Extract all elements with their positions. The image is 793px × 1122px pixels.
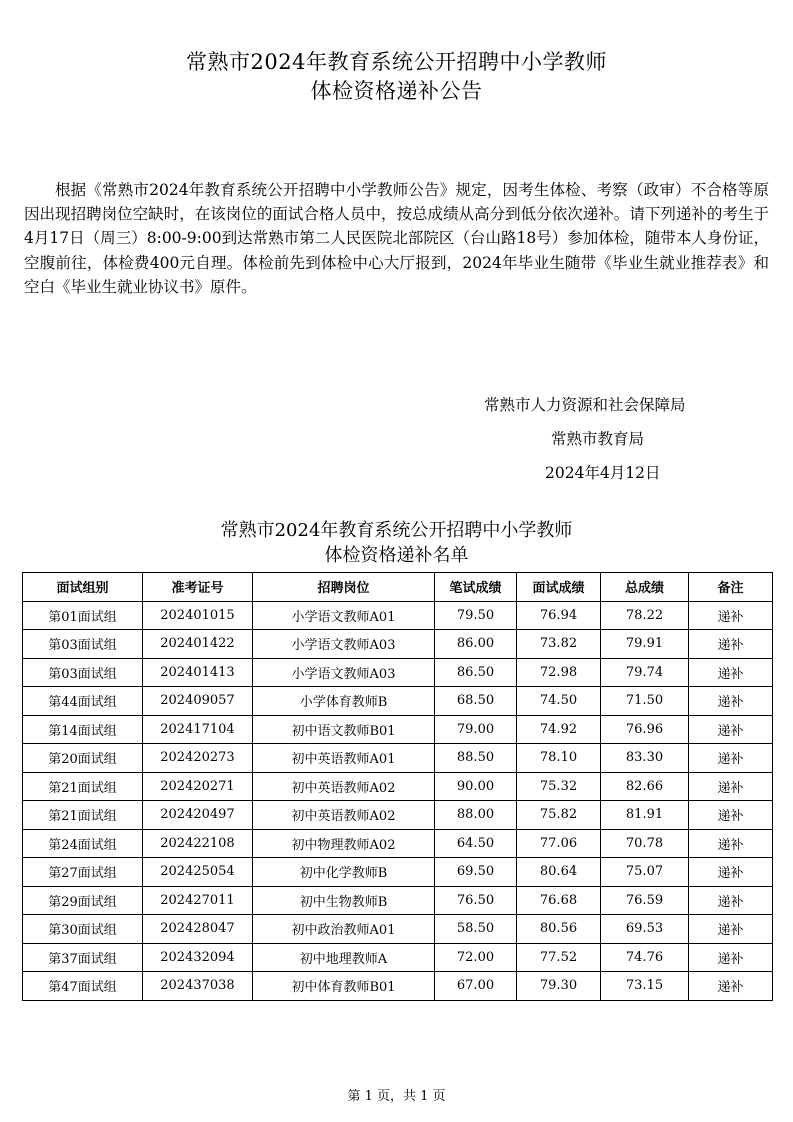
cell-written-score: 90.00: [435, 772, 517, 801]
cell-interview-group: 第21面试组: [23, 772, 143, 801]
cell-remark: 递补: [689, 715, 773, 744]
cell-written-score: 86.00: [435, 630, 517, 659]
header-col-position: 招聘岗位: [253, 573, 435, 602]
cell-written-score: 64.50: [435, 829, 517, 858]
cell-interview-score: 74.50: [517, 687, 601, 716]
cell-interview-group: 第44面试组: [23, 687, 143, 716]
cell-written-score: 67.00: [435, 972, 517, 1001]
cell-position: 小学语文教师A01: [253, 601, 435, 630]
table-row: [23, 630, 773, 659]
cell-interview-score: 75.32: [517, 772, 601, 801]
cell-total-score: 71.50: [601, 687, 689, 716]
cell-interview-score: 72.98: [517, 658, 601, 687]
document-title-line-2: 体检资格递补公告: [310, 79, 483, 103]
cell-total-score: 73.15: [601, 972, 689, 1001]
cell-interview-score: 75.82: [517, 801, 601, 830]
page-footer: 第 1 页，共 1 页: [347, 1089, 446, 1104]
cell-total-score: 69.53: [601, 915, 689, 944]
cell-interview-group: 第03面试组: [23, 658, 143, 687]
table-title-line-1: 常熟市2024年教育系统公开招聘中小学教师: [220, 520, 573, 541]
cell-total-score: 75.07: [601, 858, 689, 887]
cell-remark: 递补: [689, 829, 773, 858]
cell-remark: 递补: [689, 886, 773, 915]
cell-exam-number: 202409057: [143, 687, 253, 716]
cell-position: 初中英语教师A01: [253, 744, 435, 773]
cell-total-score: 70.78: [601, 829, 689, 858]
cell-interview-score: 80.64: [517, 858, 601, 887]
table-row: [23, 886, 773, 915]
table-row: [23, 972, 773, 1001]
cell-exam-number: 202425054: [143, 858, 253, 887]
cell-exam-number: 202417104: [143, 715, 253, 744]
cell-interview-group: 第29面试组: [23, 886, 143, 915]
cell-written-score: 69.50: [435, 858, 517, 887]
signature-org-hrss: 常熟市人力资源和社会保障局: [484, 396, 686, 414]
cell-total-score: 83.30: [601, 744, 689, 773]
table-row: [23, 943, 773, 972]
cell-interview-group: 第03面试组: [23, 630, 143, 659]
cell-exam-number: 202432094: [143, 943, 253, 972]
table-row: [23, 829, 773, 858]
table-row: [23, 801, 773, 830]
cell-position: 初中地理教师A: [253, 943, 435, 972]
cell-position: 初中体育教师B01: [253, 972, 435, 1001]
notice-body: 根据《常熟市2024年教育系统公开招聘中小学教师公告》规定，因考生体检、考察（政审）不合格等原因出现招聘岗位空缺时，在该岗位的面试合格人员中，按总成绩从高分到低分依次递补。请下列递补的考生于4月17日（周三）8:00-9:00到达常熟市第二人民医院北部院区（台山路18号）参加体检，随带本人身份证，空腹前往，体检费400元自理。体检前先到体检中心大厅报到，2024年毕业生随带《毕业生就业推荐表》和空白《毕业生就业协议书》原件。: [24, 181, 769, 296]
cell-exam-number: 202427011: [143, 886, 253, 915]
cell-total-score: 74.76: [601, 943, 689, 972]
cell-position: 初中英语教师A02: [253, 772, 435, 801]
cell-written-score: 79.00: [435, 715, 517, 744]
table-body: [23, 601, 773, 1000]
cell-exam-number: 202401422: [143, 630, 253, 659]
cell-position: 小学语文教师A03: [253, 630, 435, 659]
cell-interview-group: 第20面试组: [23, 744, 143, 773]
cell-interview-score: 79.30: [517, 972, 601, 1001]
header-col-remark: 备注: [689, 573, 773, 602]
cell-interview-group: 第21面试组: [23, 801, 143, 830]
cell-interview-score: 76.68: [517, 886, 601, 915]
cell-interview-score: 78.10: [517, 744, 601, 773]
cell-position: 小学体育教师B: [253, 687, 435, 716]
table-row: [23, 772, 773, 801]
cell-exam-number: 202420497: [143, 801, 253, 830]
table-row: [23, 744, 773, 773]
cell-interview-score: 73.82: [517, 630, 601, 659]
cell-total-score: 78.22: [601, 601, 689, 630]
cell-interview-group: 第47面试组: [23, 972, 143, 1001]
header-col-written-score: 笔试成绩: [435, 573, 517, 602]
cell-interview-group: 第37面试组: [23, 943, 143, 972]
cell-total-score: 82.66: [601, 772, 689, 801]
cell-remark: 递补: [689, 658, 773, 687]
header-col-interview-group: 面试组别: [23, 573, 143, 602]
cell-remark: 递补: [689, 601, 773, 630]
cell-interview-score: 80.56: [517, 915, 601, 944]
cell-exam-number: 202437038: [143, 972, 253, 1001]
table-row: [23, 715, 773, 744]
cell-exam-number: 202420273: [143, 744, 253, 773]
cell-written-score: 86.50: [435, 658, 517, 687]
cell-written-score: 88.00: [435, 801, 517, 830]
table-header-row: [23, 573, 773, 602]
cell-remark: 递补: [689, 744, 773, 773]
header-col-interview-score: 面试成绩: [517, 573, 601, 602]
cell-exam-number: 202422108: [143, 829, 253, 858]
signature-org-education: 常熟市教育局: [551, 430, 645, 448]
cell-position: 初中英语教师A02: [253, 801, 435, 830]
cell-interview-group: 第30面试组: [23, 915, 143, 944]
table-row: [23, 858, 773, 887]
table-row: [23, 658, 773, 687]
cell-position: 初中政治教师A01: [253, 915, 435, 944]
document-title-line-1: 常熟市2024年教育系统公开招聘中小学教师: [186, 50, 607, 74]
cell-remark: 递补: [689, 801, 773, 830]
cell-written-score: 88.50: [435, 744, 517, 773]
cell-exam-number: 202401413: [143, 658, 253, 687]
cell-exam-number: 202420271: [143, 772, 253, 801]
cell-total-score: 76.59: [601, 886, 689, 915]
cell-written-score: 76.50: [435, 886, 517, 915]
cell-position: 初中物理教师A02: [253, 829, 435, 858]
table-row: [23, 601, 773, 630]
cell-remark: 递补: [689, 915, 773, 944]
cell-remark: 递补: [689, 687, 773, 716]
cell-position: 初中化学教师B: [253, 858, 435, 887]
cell-exam-number: 202401015: [143, 601, 253, 630]
cell-remark: 递补: [689, 630, 773, 659]
table-row: [23, 915, 773, 944]
cell-position: 小学语文教师A03: [253, 658, 435, 687]
cell-written-score: 79.50: [435, 601, 517, 630]
cell-interview-group: 第24面试组: [23, 829, 143, 858]
cell-interview-group: 第01面试组: [23, 601, 143, 630]
cell-remark: 递补: [689, 943, 773, 972]
cell-interview-score: 77.52: [517, 943, 601, 972]
cell-interview-group: 第14面试组: [23, 715, 143, 744]
candidate-table: [22, 572, 773, 1001]
header-col-total-score: 总成绩: [601, 573, 689, 602]
table-title-line-2: 体检资格递补名单: [324, 545, 469, 566]
cell-exam-number: 202428047: [143, 915, 253, 944]
cell-written-score: 68.50: [435, 687, 517, 716]
cell-total-score: 81.91: [601, 801, 689, 830]
cell-remark: 递补: [689, 972, 773, 1001]
cell-position: 初中生物教师B: [253, 886, 435, 915]
cell-interview-score: 76.94: [517, 601, 601, 630]
signature-date: 2024年4月12日: [545, 464, 661, 482]
cell-written-score: 58.50: [435, 915, 517, 944]
cell-remark: 递补: [689, 772, 773, 801]
cell-total-score: 76.96: [601, 715, 689, 744]
cell-remark: 递补: [689, 858, 773, 887]
cell-interview-score: 74.92: [517, 715, 601, 744]
cell-written-score: 72.00: [435, 943, 517, 972]
header-col-exam-number: 准考证号: [143, 573, 253, 602]
cell-interview-score: 77.06: [517, 829, 601, 858]
cell-total-score: 79.74: [601, 658, 689, 687]
table-row: [23, 687, 773, 716]
cell-position: 初中语文教师B01: [253, 715, 435, 744]
cell-total-score: 79.91: [601, 630, 689, 659]
cell-interview-group: 第27面试组: [23, 858, 143, 887]
